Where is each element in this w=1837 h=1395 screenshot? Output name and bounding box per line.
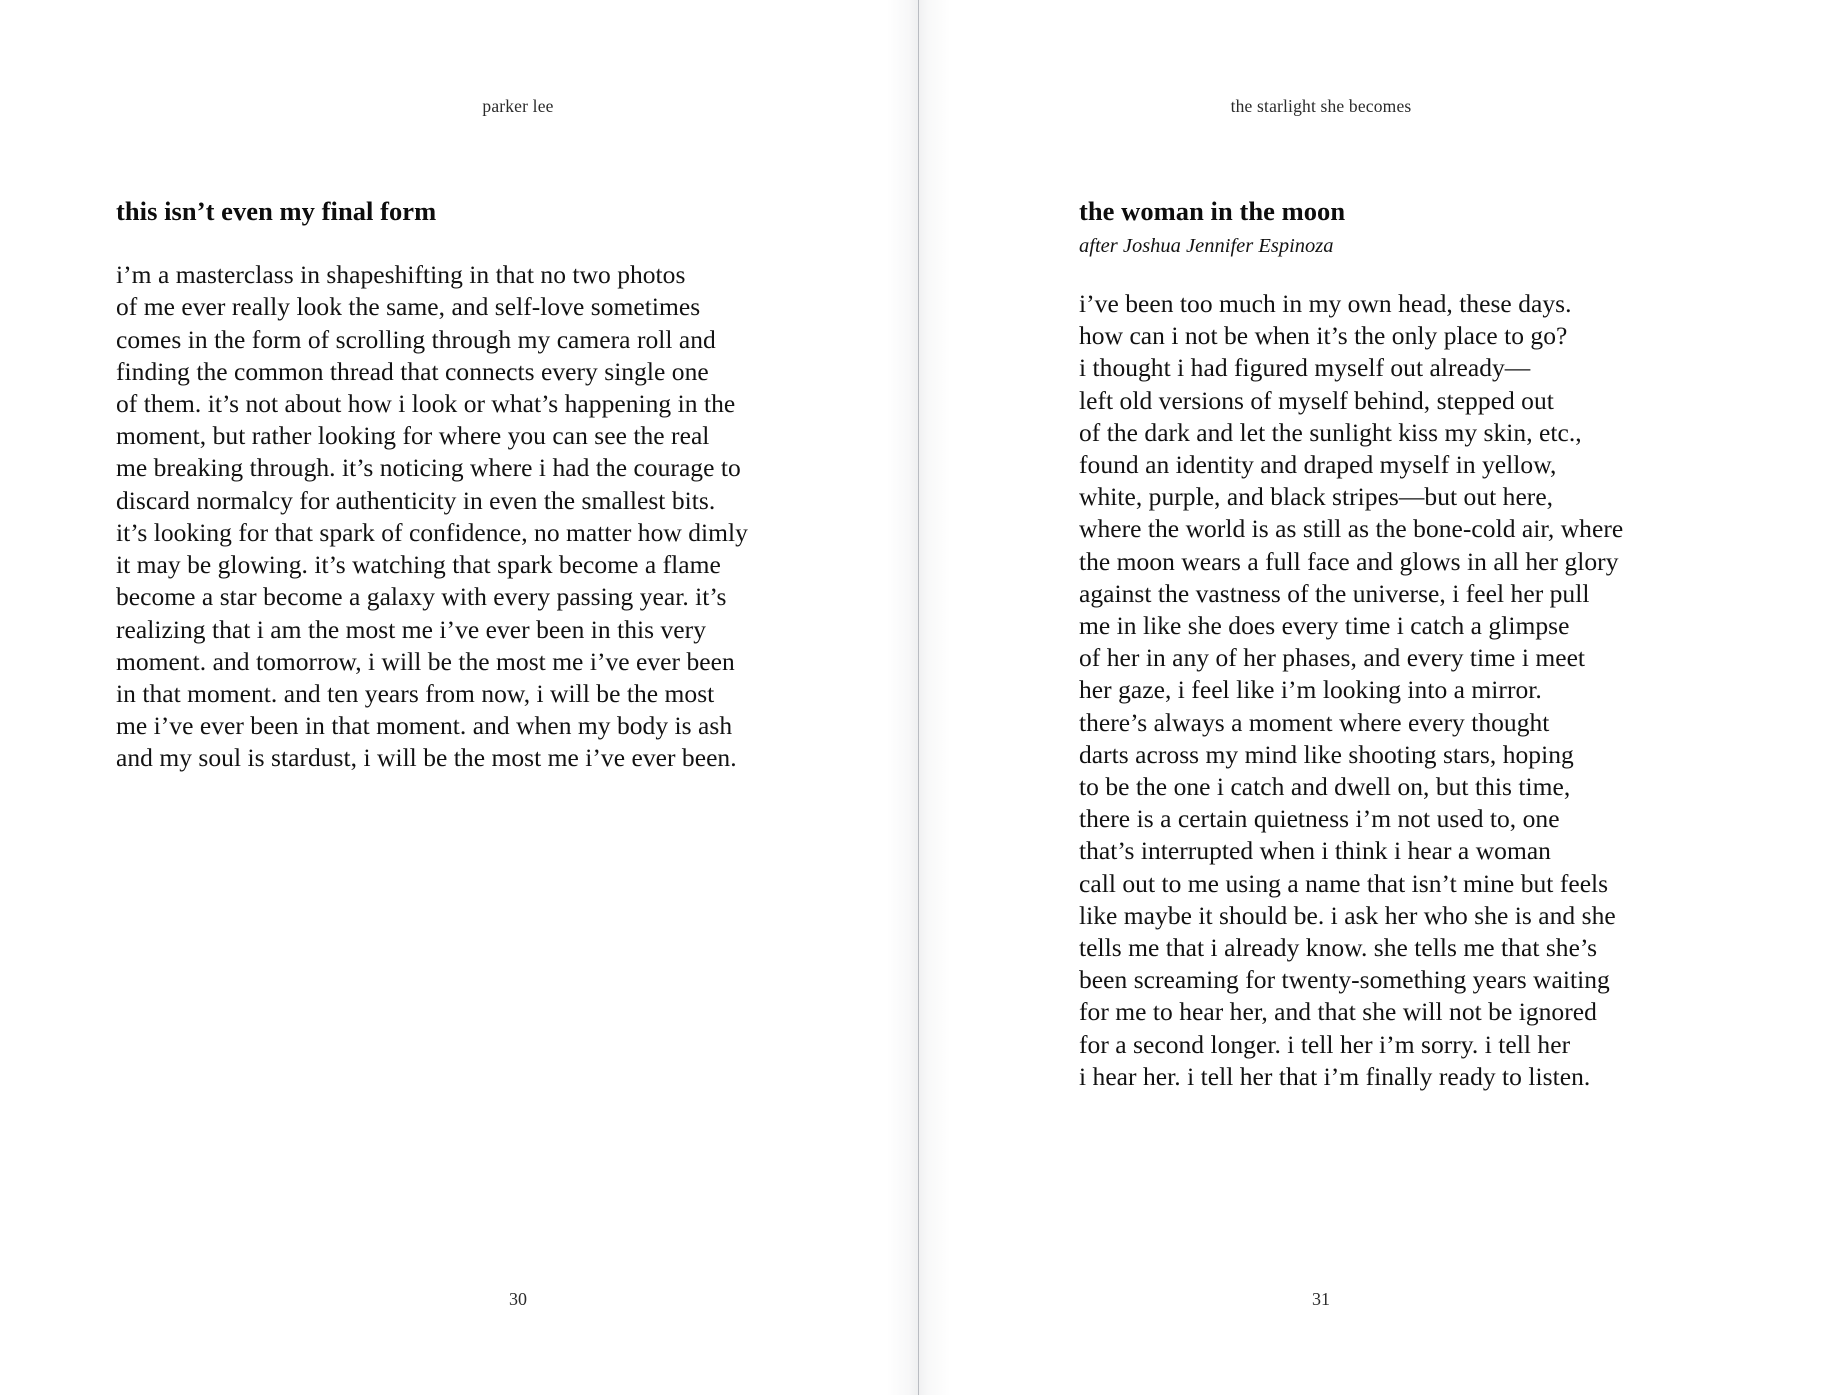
poem-line: and my soul is stardust, i will be the most me i’ve ever been. bbox=[116, 743, 737, 773]
right-poem bbox=[1079, 196, 1779, 1093]
poem-line: for me to hear her, and that she will not be ignored bbox=[1079, 997, 1597, 1027]
poem-line: of the dark and let the sunlight kiss my skin, etc., bbox=[1079, 417, 1582, 447]
poem-line: me in like she does every time i catch a glimpse bbox=[1079, 610, 1570, 640]
right-page-number: 31 bbox=[1312, 1289, 1330, 1309]
poem-line: me i’ve ever been in that moment. and when my body is ash bbox=[116, 711, 733, 741]
poem-line: where the world is as still as the bone-cold air, where bbox=[1079, 514, 1624, 544]
poem-line: i hear her. i tell her that i’m finally ready to listen. bbox=[1079, 1061, 1591, 1091]
right-poem-title: the woman in the moon bbox=[1079, 196, 1346, 226]
poem-line: moment, but rather looking for where you can see the real bbox=[116, 421, 710, 451]
right-running-head: the starlight she becomes bbox=[1230, 96, 1412, 116]
poem-line: call out to me using a name that isn’t mine but feels bbox=[1079, 868, 1609, 898]
left-page bbox=[0, 0, 918, 1395]
poem-line: like maybe it should be. i ask her who she is and she bbox=[1079, 900, 1616, 930]
poem-line: been screaming for twenty-something years waiting bbox=[1079, 965, 1610, 995]
right-page bbox=[918, 0, 1836, 1395]
poem-line: i’ve been too much in my own head, these days. bbox=[1079, 288, 1572, 318]
poem-line: in that moment. and ten years from now, i will be the most bbox=[116, 678, 715, 708]
poem-line: there’s always a moment where every thought bbox=[1079, 707, 1550, 737]
poem-line: the moon wears a full face and glows in all her glory bbox=[1079, 546, 1619, 576]
poem-line: left old versions of myself behind, stepped out bbox=[1079, 385, 1554, 415]
left-running-head: parker lee bbox=[482, 96, 554, 116]
right-poem-body bbox=[1079, 288, 1779, 1093]
poem-line: realizing that i am the most me i’ve ever been in this very bbox=[116, 614, 706, 644]
poem-line: of me ever really look the same, and self-love sometimes bbox=[116, 292, 701, 322]
poem-line: comes in the form of scrolling through my camera roll and bbox=[116, 324, 716, 354]
poem-line: it may be glowing. it’s watching that spark become a flame bbox=[116, 550, 721, 580]
poem-line: me breaking through. it’s noticing where i had the courage to bbox=[116, 453, 741, 483]
gutter-line bbox=[918, 0, 919, 1395]
poem-line: how can i not be when it’s the only place to go? bbox=[1079, 321, 1568, 351]
left-poem-body bbox=[116, 259, 806, 774]
right-poem-dedication: after Joshua Jennifer Espinoza bbox=[1079, 235, 1334, 258]
poem-line: her gaze, i feel like i’m looking into a mirror. bbox=[1079, 675, 1542, 705]
poem-line: finding the common thread that connects every single one bbox=[116, 356, 709, 386]
left-poem bbox=[116, 196, 806, 775]
poem-line: become a star become a galaxy with every passing year. it’s bbox=[116, 582, 727, 612]
poem-line: of her in any of her phases, and every time i meet bbox=[1079, 643, 1586, 673]
poem-line: against the vastness of the universe, i feel her pull bbox=[1079, 578, 1590, 608]
poem-line: it’s looking for that spark of confidence, no matter how dimly bbox=[116, 517, 748, 547]
left-poem-title: this isn’t even my final form bbox=[116, 196, 437, 226]
left-page-number: 30 bbox=[509, 1289, 527, 1309]
poem-line: found an identity and draped myself in yellow, bbox=[1079, 449, 1557, 479]
poem-line: of them. it’s not about how i look or what’s happening in the bbox=[116, 389, 736, 419]
poem-line: to be the one i catch and dwell on, but this time, bbox=[1079, 771, 1571, 801]
poem-line: darts across my mind like shooting stars, hoping bbox=[1079, 739, 1574, 769]
poem-line: moment. and tomorrow, i will be the most me i’ve ever been bbox=[116, 646, 735, 676]
poem-line: tells me that i already know. she tells me that she’s bbox=[1079, 932, 1598, 962]
poem-line: for a second longer. i tell her i’m sorry. i tell her bbox=[1079, 1029, 1571, 1059]
poem-line: white, purple, and black stripes—but out here, bbox=[1079, 482, 1554, 512]
poem-line: i’m a masterclass in shapeshifting in that no two photos bbox=[116, 260, 686, 290]
poem-line: discard normalcy for authenticity in even the smallest bits. bbox=[116, 485, 716, 515]
poem-line: i thought i had figured myself out already— bbox=[1079, 353, 1531, 383]
poem-line: that’s interrupted when i think i hear a woman bbox=[1079, 836, 1551, 866]
poem-line: there is a certain quietness i’m not used to, one bbox=[1079, 804, 1560, 834]
